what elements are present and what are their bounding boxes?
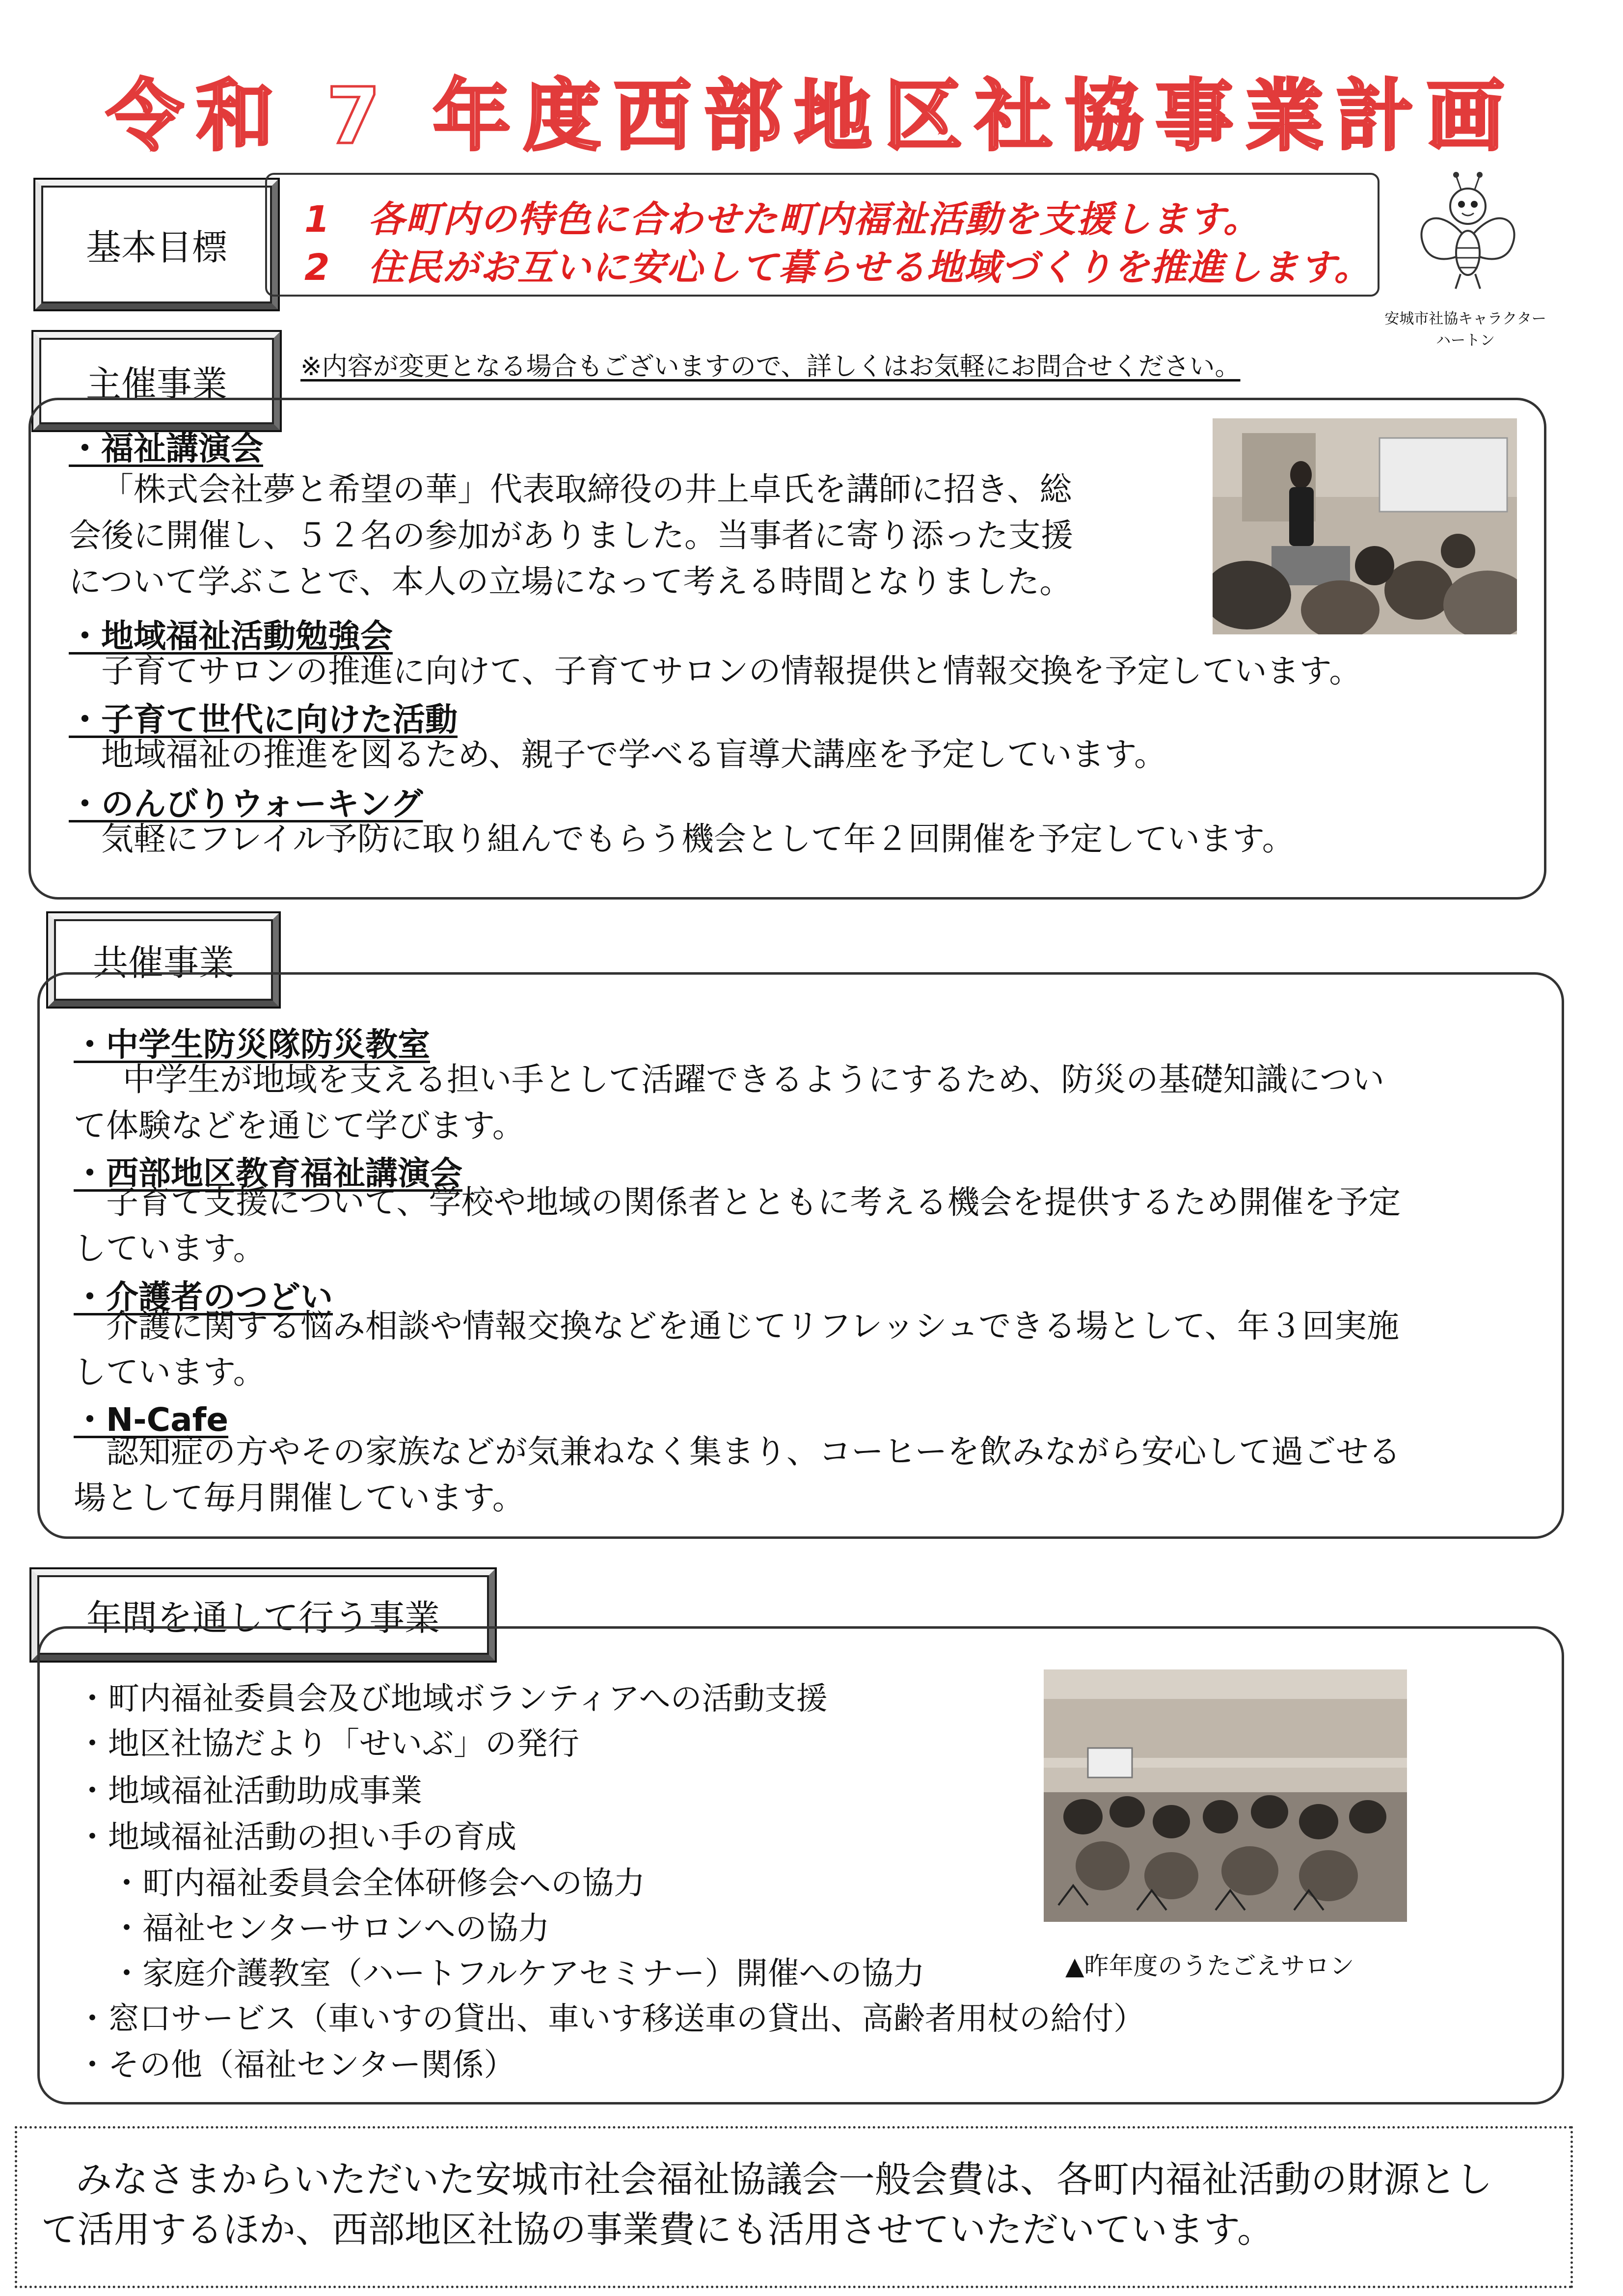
cohosted-item-heading: ・中学生防災隊防災教室 [74, 1026, 430, 1064]
lecture-photo [1213, 418, 1517, 634]
goal-line-1: 1 各町内の特色に合わせた町内福祉活動を支援します。 [304, 198, 1261, 241]
goals-label: 基本目標 [35, 180, 278, 309]
footer-line-1: みなさまからいただいた安城市社会福祉協議会一般会費は、各町内福祉活動の財源とし [76, 2159, 1492, 2201]
singing-salon-photo [1044, 1669, 1407, 1922]
list-item: ・地区社協だより「せいぶ」の発行 [77, 1726, 579, 1762]
photo-caption: ▲昨年度のうたごえサロン [1065, 1952, 1354, 1980]
page-title: 令和 7 年度西部地区社協事業計画 [106, 71, 1517, 162]
hosted-note: ※内容が変更となる場合もございますので、詳しくはお気軽にお問合せください。 [300, 352, 1241, 382]
mascot-caption: 安城市社協キャラクター ハートン [1384, 310, 1546, 349]
hosted-item-text: 「株式会社夢と希望の華」代表取締役の井上卓氏を講師に招き、総 会後に開催し、５２名の参加がありました。当事者に寄り添った支援 について学ぶことで、本人の立場になって考える時間となりました。 [69, 470, 1073, 601]
hosted-item-heading: ・子育て世代に向けた活動 [69, 701, 458, 738]
hosted-label: 主催事業 [33, 332, 280, 430]
list-item: ・家庭介護教室（ハートフルケアセミナー）開催への協力 [111, 1956, 925, 1992]
yearround-label: 年間を通して行う事業 [31, 1569, 495, 1661]
footer-line-2: て活用するほか、西部地区社協の事業費にも活用させていただいています。 [41, 2209, 1274, 2251]
hosted-item-text: 地域福祉の推進を図るため、親子で学べる盲導犬講座を予定しています。 [101, 736, 1167, 773]
cohosted-item-text: 中学生が地域を支える担い手として活躍できるようにするため、防災の基礎知識につい て体験などを通じて学びます。 [74, 1061, 1385, 1145]
list-item: ・地域福祉活動の担い手の育成 [77, 1819, 516, 1856]
cohosted-label: 共催事業 [48, 913, 279, 1007]
cohosted-item-text: 認知症の方やその家族などが気兼ねなく集まり、コーヒーを飲みながら安心して過ごせる 場として毎月開催しています。 [74, 1433, 1401, 1517]
cohosted-item-heading: ・N-Cafe [74, 1401, 229, 1439]
cohosted-item-text: 子育て支援について、学校や地域の関係者とともに考える機会を提供するため開催を予定 しています。 [74, 1183, 1401, 1267]
hosted-item-text: 気軽にフレイル予防に取り組んでもらう機会として年２回開催を予定しています。 [101, 820, 1295, 858]
hosted-item-heading: ・地域福祉活動勉強会 [69, 617, 393, 655]
list-item: ・地域福祉活動助成事業 [77, 1773, 422, 1809]
cohosted-item-text: 介護に関する悩み相談や情報交換などを通じてリフレッシュできる場として、年３回実施 しています。 [74, 1307, 1400, 1391]
list-item: ・その他（福祉センター関係） [77, 2047, 515, 2083]
hosted-item-heading: ・福祉講演会 [69, 430, 263, 467]
list-item: ・福祉センターサロンへの協力 [111, 1911, 550, 1947]
goal-line-2: 2 住民がお互いに安心して暮らせる地域づくりを推進します。 [304, 246, 1372, 289]
list-item: ・町内福祉委員会及び地域ボランティアへの活動支援 [77, 1681, 828, 1717]
hosted-item-heading: ・のんびりウォーキング [69, 785, 423, 823]
cohosted-item-heading: ・西部地区教育福祉講演会 [74, 1154, 462, 1192]
hosted-item-text: 子育てサロンの推進に向けて、子育てサロンの情報提供と情報交換を予定しています。 [101, 652, 1362, 690]
list-item: ・町内福祉委員会全体研修会への協力 [111, 1865, 645, 1902]
mascot-heartone-illustration [1409, 167, 1527, 295]
list-item: ・窓口サービス（車いすの貸出、車いす移送車の貸出、高齢者用杖の給付） [77, 2001, 1145, 2037]
cohosted-item-heading: ・介護者のつどい [74, 1278, 333, 1316]
